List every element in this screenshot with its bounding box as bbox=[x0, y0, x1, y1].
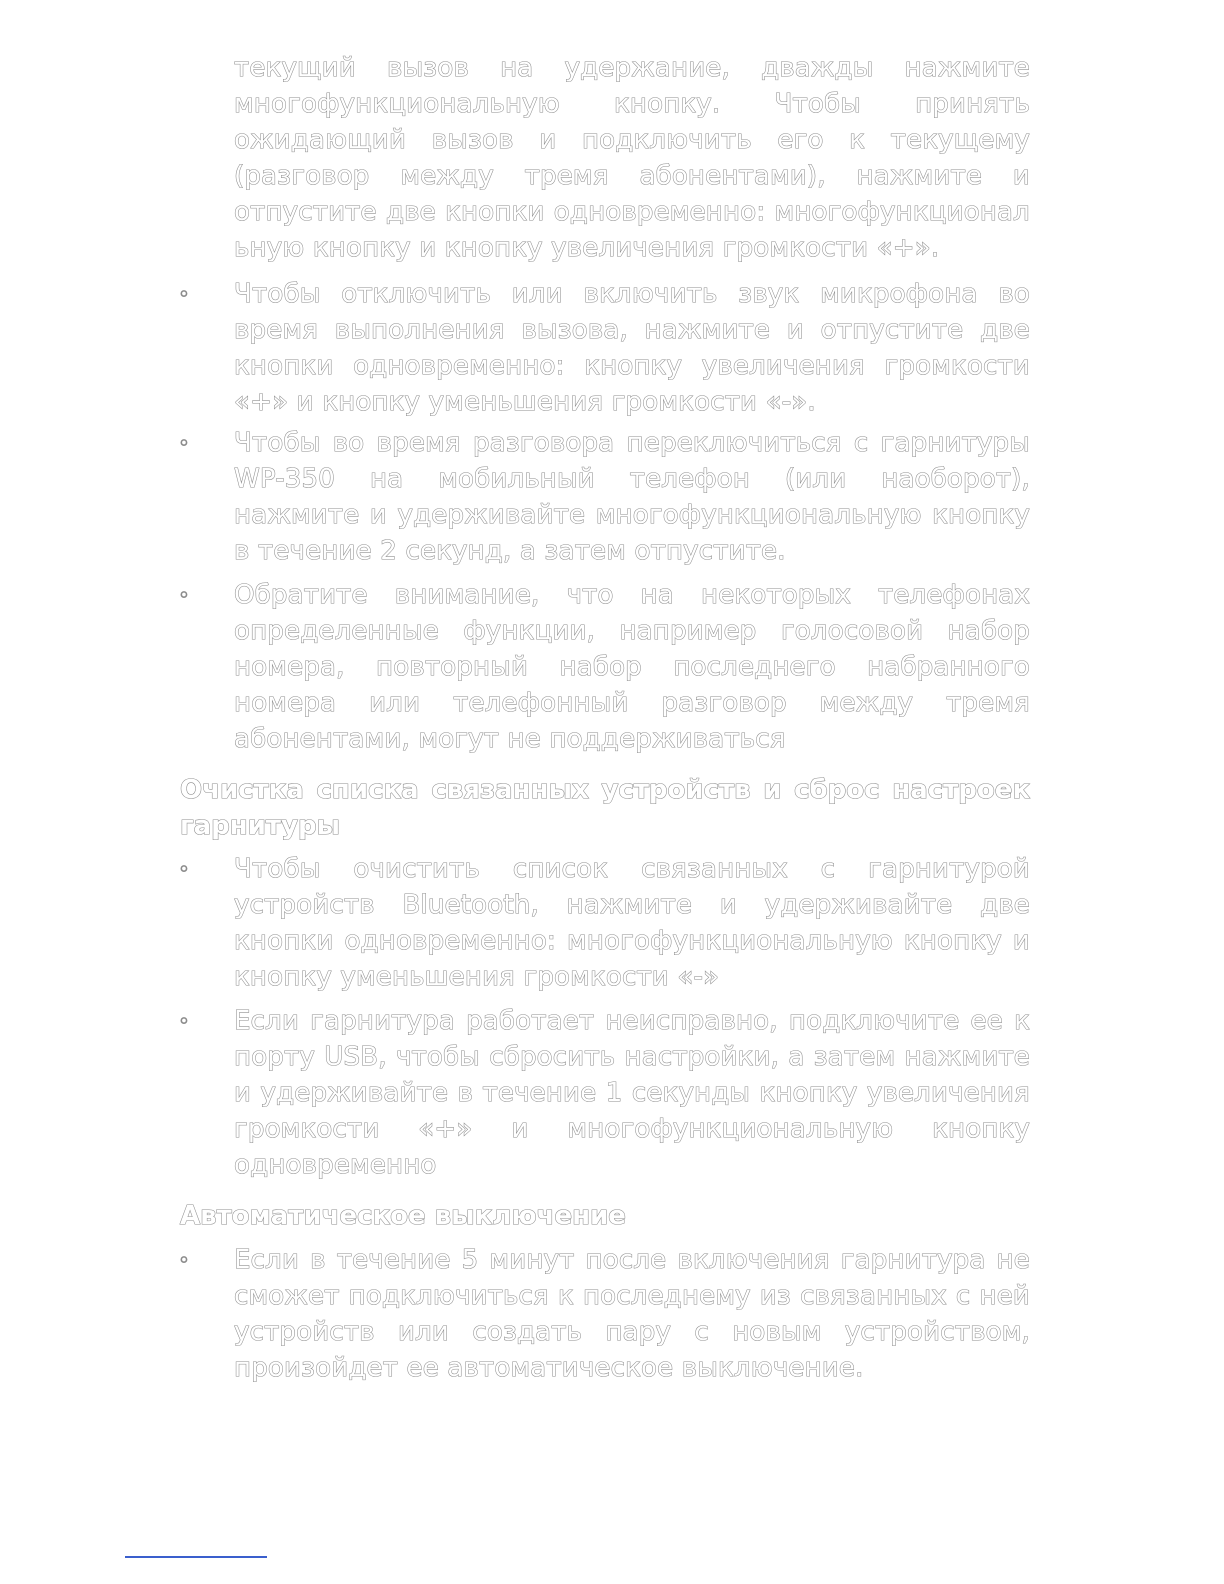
section-heading-autooff: Автоматическое выключение bbox=[180, 1201, 626, 1231]
bullet-marker: ◦ bbox=[178, 431, 190, 455]
bullet-marker: ◦ bbox=[178, 1248, 190, 1272]
list-item-switch: Чтобы во время разговора переключиться с гарнитуры WP-350 на мобильный телефон (или наоборот), нажмите и удерживайте многофункциональную кнопку в течение 2 секунд, а затем отпустите. bbox=[234, 428, 1030, 566]
bullet-marker: ◦ bbox=[178, 857, 190, 881]
bullet-marker: ◦ bbox=[178, 1009, 190, 1033]
list-item-note: Обратите внимание, что на некоторых телефонах определенные функции, например голосовой набор номера, повторный набор последнего набранного номера или телефонный разговор между тремя абонентами, могут не поддерживаться bbox=[234, 580, 1030, 754]
footnote-separator bbox=[125, 1556, 267, 1558]
list-item-autooff: Если в течение 5 минут после включения гарнитура не сможет подключиться к последнему из связанных с ней устройств или создать пару с новым устройством, произойдет ее автоматическое выключение. bbox=[234, 1245, 1030, 1383]
section-heading-reset: Очистка списка связанных устройств и сброс настроек гарнитуры bbox=[180, 775, 1030, 841]
intro-paragraph: текущий вызов на удержание, дважды нажмите многофункциональную кнопку. Чтобы принять ожидающий вызов и подключить его к текущему (разговор между тремя абонентами), нажмите и отпустите две кнопки одновременно: многофункционал ьную кнопку и кнопку увеличения громкости «+». bbox=[234, 53, 1030, 263]
bullet-marker: ◦ bbox=[178, 583, 190, 607]
list-item-clear: Чтобы очистить список связанных с гарнитурой устройств Bluetooth, нажмите и удерживайте две кнопки одновременно: многофункциональную кнопку и кнопку уменьшения громкости «-» bbox=[234, 854, 1030, 992]
list-item-mute: Чтобы отключить или включить звук микрофона во время выполнения вызова, нажмите и отпустите две кнопки одновременно: кнопку увеличения громкости «+» и кнопку уменьшения громкости «-». bbox=[234, 279, 1030, 417]
bullet-marker: ◦ bbox=[178, 282, 190, 306]
list-item-reset: Если гарнитура работает неисправно, подключите ее к порту USB, чтобы сбросить настройки, а затем нажмите и удерживайте в течение 1 секунды кнопку увеличения громкости «+» и многофункциональную кнопку одновременно bbox=[234, 1006, 1030, 1180]
